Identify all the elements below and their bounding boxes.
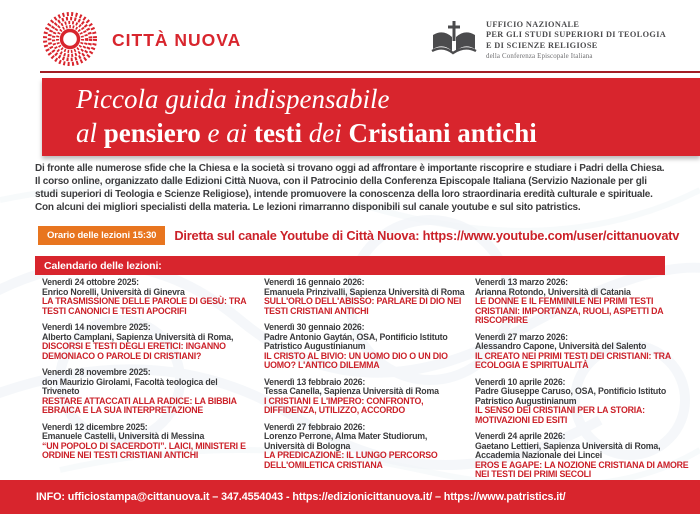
footer-bar xyxy=(0,480,700,514)
title-word-bold: Cristiani antichi xyxy=(348,118,537,148)
title-line-1: Piccola guida indispensabile xyxy=(76,84,390,114)
lesson-speaker: Arianna Rotondo, Università di Catania xyxy=(475,286,631,297)
lesson-date: Venerdì 12 dicembre 2025: xyxy=(42,421,148,432)
lesson-date: Venerdì 24 ottobre 2025: xyxy=(42,277,139,287)
lesson-title: IL CREATO NEI PRIMI TESTI DEI CRISTIANI: TRA ECOLOGIA E SPIRITUALITÀ xyxy=(475,350,671,370)
office-line: UFFICIO NAZIONALE xyxy=(486,20,580,29)
lesson-date: Venerdì 16 gennaio 2026: xyxy=(264,277,365,287)
lesson-title: RESTARE ATTACCATI ALLA RADICE: LA BIBBIA EBRAICA E LA SUA INTERPRETAZIONE xyxy=(42,395,237,415)
title-line-2 xyxy=(76,116,700,150)
lesson-title: LA PREDICAZIONE: IL LUNGO PERCORSO DELL'OMILETICA CRISTIANA xyxy=(264,450,438,470)
office-subline: della Conferenza Episcopale Italiana xyxy=(486,53,593,61)
lesson-date: Venerdì 24 aprile 2026: xyxy=(475,431,566,441)
lesson-date: Venerdì 27 febbraio 2026: xyxy=(264,421,366,432)
lesson-speaker: Enrico Norelli, Università di Ginevra xyxy=(42,286,185,297)
youtube-live-link[interactable]: Diretta sul canale Youtube di Città Nuova: https://www.youtube.com/user/cittanuovatv xyxy=(174,228,680,243)
title-word-bold: testi xyxy=(254,118,303,148)
lesson-date: Venerdì 14 novembre 2025: xyxy=(42,322,151,332)
lesson-date: Venerdì 30 gennaio 2026: xyxy=(264,322,365,332)
notice-row xyxy=(38,226,679,245)
title-word-bold: pensiero xyxy=(103,118,201,148)
lesson-date: Venerdì 28 novembre 2025: xyxy=(42,367,151,377)
lesson-date: Venerdì 13 marzo 2026: xyxy=(475,277,568,287)
title-word: dei xyxy=(302,118,349,148)
calendar-header-bar: Calendario delle lezioni: xyxy=(35,256,665,275)
lesson-title: DISCORSI E TESTI DEGLI ERETICI: INGANNO DEMONIACO O PAROLE DI CRISTIANI? xyxy=(42,341,226,361)
brand-name: CITTÀ NUOVA xyxy=(112,30,242,50)
lesson-speaker: Emanuele Castelli, Università di Messina xyxy=(42,431,205,441)
lesson-speaker: Padre Antonio Gaytán, OSA, Pontificio Istituto Patristico Augustinianum xyxy=(264,331,448,351)
lesson-title: IL SENSO DEI CRISTIANI PER LA STORIA: MOTIVAZIONI ED ESITI xyxy=(475,405,645,425)
office-line: E DI SCIENZE RELIGIOSE xyxy=(486,40,598,50)
footer-contact-info[interactable]: INFO: ufficiostampa@cittanuova.it – 347.4554043 - https://edizionicittanuova.it/ – https://www.patristics.it/ xyxy=(36,491,566,503)
lesson-entry xyxy=(42,368,255,416)
lesson-title: LA TRASMISSIONE DELLE PAROLE DI GESÙ: TRA TESTI CANONICI E TESTI APOCRIFI xyxy=(42,296,247,316)
office-title-block xyxy=(486,20,686,63)
lesson-date: Venerdì 13 febbraio 2026: xyxy=(264,376,366,387)
lesson-entry xyxy=(475,432,692,480)
office-line: PER GLI STUDI SUPERIORI DI TEOLOGIA xyxy=(486,30,667,40)
lesson-title: “UN POPOLO DI SACERDOTI”. LAICI, MINISTERI E ORDINE NEI TESTI CRISTIANI ANTICHI xyxy=(42,440,246,460)
lesson-speaker: don Maurizio Girolami, Facoltà teologica del Triveneto xyxy=(42,376,218,396)
lesson-speaker: Tessa Canella, Sapienza Università di Roma xyxy=(264,386,439,396)
lesson-entry xyxy=(475,278,692,326)
lesson-date: Venerdì 10 aprile 2026: xyxy=(475,376,566,387)
lesson-title: EROS E AGAPE: LA NOZIONE CRISTIANA DI AMORE NEI TESTI DEI PRIMI SECOLI xyxy=(475,459,689,479)
calendar-column-1 xyxy=(42,278,255,487)
header-divider xyxy=(40,71,700,73)
schedule-badge: Orario delle lezioni 15:30 xyxy=(38,226,165,245)
lesson-title: IL CRISTO AL BIVIO: UN UOMO DIO O UN DIO UOMO? L'ANTICO DILEMMA xyxy=(264,350,448,370)
lesson-entry xyxy=(42,323,255,361)
lesson-speaker: Gaetano Lettieri, Sapienza Università di Roma, Accademia Nazionale dei Lincei xyxy=(475,440,661,460)
lesson-entry xyxy=(264,423,466,471)
lesson-speaker: Alberto Camplani, Sapienza Università di Roma, xyxy=(42,331,234,342)
lesson-entry xyxy=(42,278,255,316)
lesson-entry xyxy=(475,378,692,426)
lesson-entry xyxy=(264,323,466,371)
lesson-entry xyxy=(264,378,466,416)
lesson-title: LE DONNE E IL FEMMINILE NEI PRIMI TESTI CRISTIANI: IMPORTANZA, RUOLI, ASPETTI DA RISCOPRIRE xyxy=(475,296,664,325)
lesson-entry xyxy=(42,423,255,461)
lesson-speaker: Emanuela Prinzivalli, Sapienza Università di Roma xyxy=(264,286,465,297)
lesson-speaker: Padre Giuseppe Caruso, OSA, Pontificio Istituto Patristico Augustinianum xyxy=(475,386,666,406)
lesson-date: Venerdì 27 marzo 2026: xyxy=(475,331,568,342)
lessons-calendar xyxy=(42,278,692,487)
open-book-cross-icon xyxy=(430,17,478,59)
calendar-column-2 xyxy=(264,278,466,487)
title-word: e ai xyxy=(200,118,255,148)
lesson-title: SULL'ORLO DELL'ABISSO: PARLARE DI DIO NEI TESTI CRISTIANI ANTICHI xyxy=(264,296,462,316)
lesson-entry xyxy=(264,278,466,316)
title-banner xyxy=(42,78,700,156)
title-word: al xyxy=(76,118,104,148)
lesson-speaker: Lorenzo Perrone, Alma Mater Studiorum, Università di Bologna xyxy=(264,431,428,451)
citta-nuova-logo-icon xyxy=(42,11,98,67)
lesson-entry xyxy=(475,333,692,371)
intro-paragraph: Di fronte alle numerose sfide che la Chiesa e la società si trovano oggi ad affrontare è importante riscoprire e studiare i Padri della Chiesa. Il corso online, organizzato dalle Edizioni Città Nuova, con il Patrocinio della Conferenza Episcopale Italiana (Servizio Nazionale per gli studi superiori di Teologia e Scienze Religiose), intende promuovere la conoscenza della loro straordinaria eredità culturale e spirituale. Con alcuni dei migliori specialisti della materia. Le lezioni rimarranno disponibili sul canale youtube e sul sito patristics. xyxy=(35,163,665,213)
lesson-title: I CRISTIANI E L'IMPERO: CONFRONTO, DIFFIDENZA, UTILIZZO, ACCORDO xyxy=(264,395,424,415)
calendar-column-3 xyxy=(475,278,692,487)
lesson-speaker: Alessandro Capone, Università del Salento xyxy=(475,341,647,351)
